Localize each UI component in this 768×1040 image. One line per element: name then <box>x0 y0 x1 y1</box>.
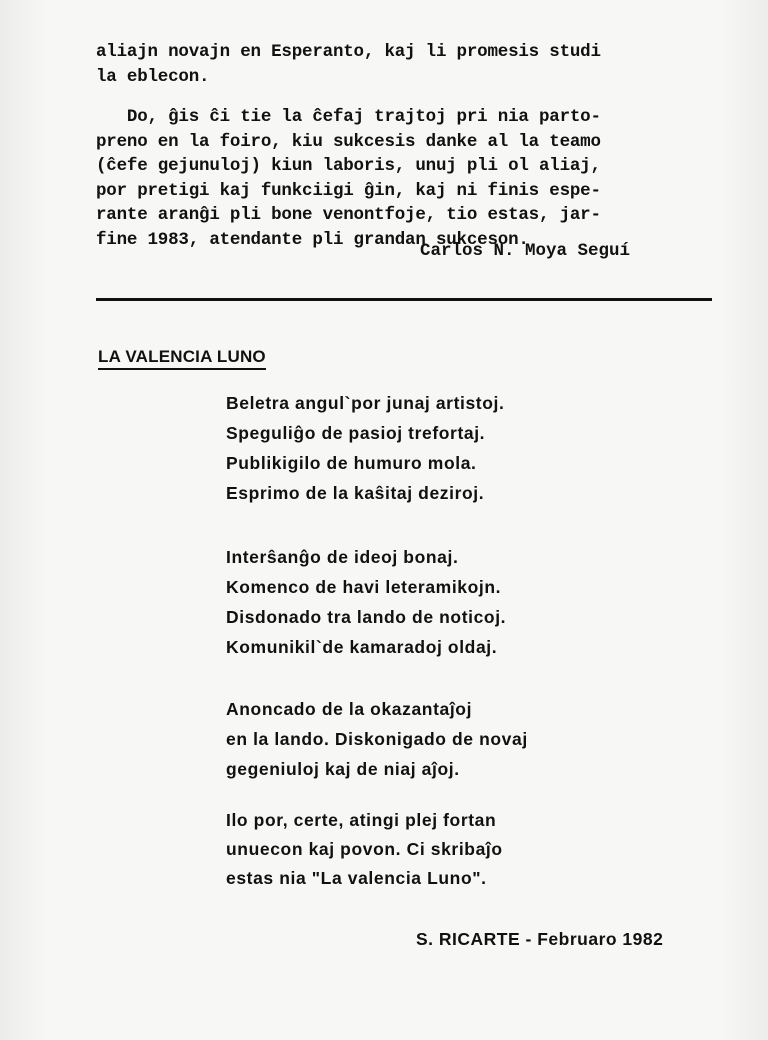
prose-line: fine 1983, atendante pli grandan sukceson. <box>96 229 529 250</box>
poem-line: en la lando. Diskonigado de novaj <box>226 729 528 749</box>
poem-line: Disdonado tra lando de noticoj. <box>226 607 507 627</box>
section-divider <box>96 298 712 301</box>
prose-line: Do, ĝis ĉi tie la ĉefaj trajtoj pri nia parto- <box>96 107 601 127</box>
poem-stanza-3 <box>226 694 726 784</box>
poem-line: Speguliĝo de pasioj trefortaj. <box>226 423 486 443</box>
author-signature: Carlos N. Moya Seguí <box>420 241 631 261</box>
poem-line: Komunikil`de kamaradoj oldaj. <box>226 637 498 657</box>
prose-line: la eblecon. <box>96 66 210 87</box>
poem-line: Ilo por, certe, atingi plej fortan <box>226 810 497 830</box>
poem-line: gegeniuloj kaj de niaj aĵoj. <box>226 759 460 779</box>
poem-line: Interŝanĝo de ideoj bonaj. <box>226 547 459 567</box>
poem-stanza-1 <box>226 388 726 508</box>
poem-line: estas nia "La valencia Luno". <box>226 868 487 888</box>
prose-paragraph-1 <box>96 40 716 89</box>
poem-stanza-4 <box>226 806 726 893</box>
prose-line: aliajn novajn en Esperanto, kaj li promesis studi <box>96 42 601 62</box>
prose-line: (ĉefe gejunuloj) kiun laboris, unuj pli ol aliaj, <box>96 156 601 177</box>
poem-line: Esprimo de la kaŝitaj deziroj. <box>226 483 485 503</box>
poem-stanza-2 <box>226 542 726 662</box>
prose-line: por pretigi kaj funkciigi ĝin, kaj ni finis espe- <box>96 180 601 201</box>
prose-line: preno en la foiro, kiu sukcesis danke al la teamo <box>96 131 601 152</box>
poem-line: Komenco de havi leteramikojn. <box>226 577 502 597</box>
poem-title: LA VALENCIA LUNO <box>98 347 266 370</box>
poem-line: unuecon kaj povon. Ci skribaĵo <box>226 839 503 859</box>
poem-line: Beletra angul`por junaj artistoj. <box>226 393 505 413</box>
poem-line: Publikigilo de humuro mola. <box>226 453 477 473</box>
prose-paragraph-2 <box>96 105 716 253</box>
prose-line: rante aranĝi pli bone venontfoje, tio estas, jar- <box>96 205 601 226</box>
poem-line: Anoncado de la okazantaĵoj <box>226 699 473 719</box>
poem-signature: S. RICARTE - Februaro 1982 <box>416 929 664 949</box>
